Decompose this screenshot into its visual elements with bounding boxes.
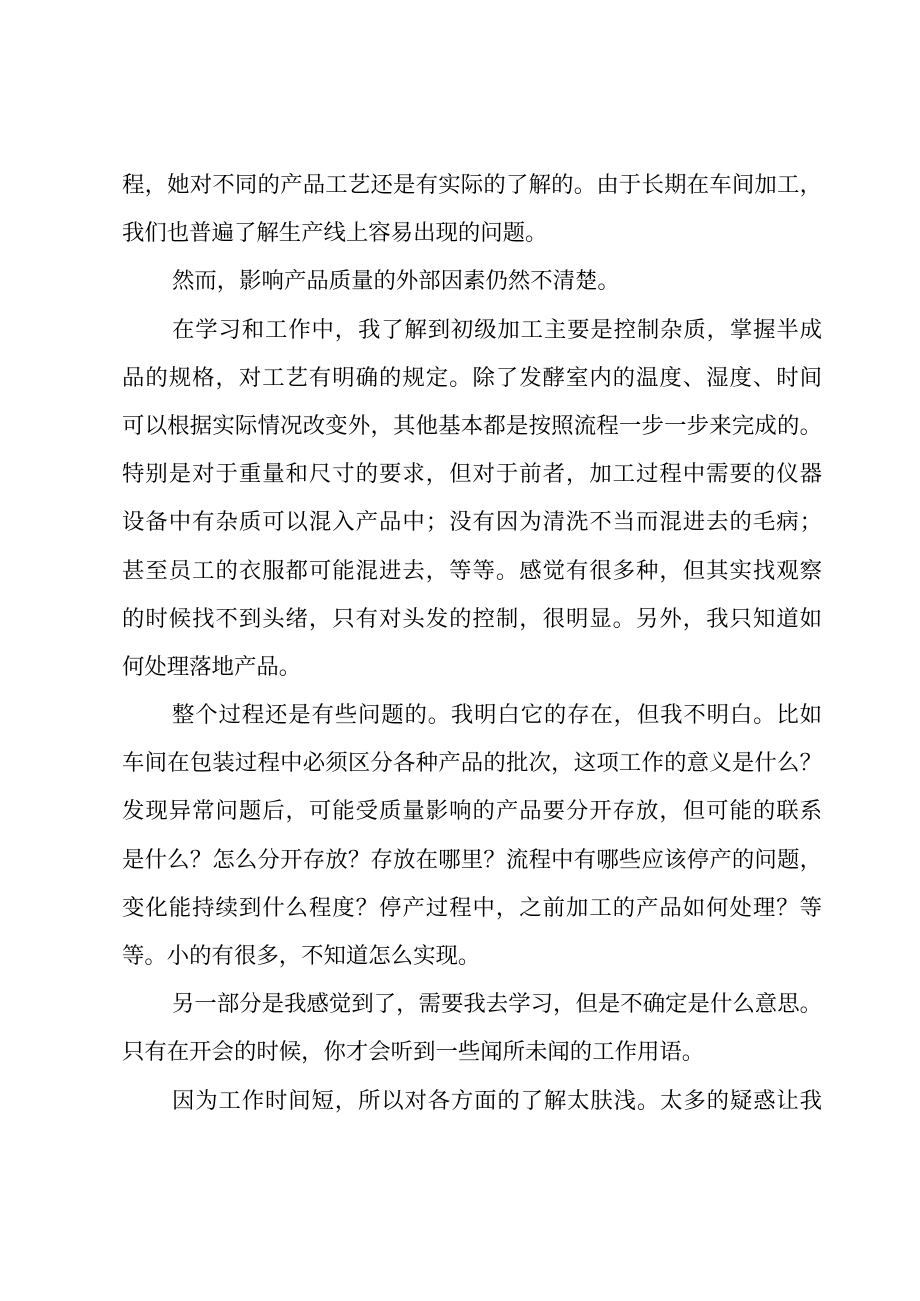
text-line: 的时候找不到头绪，只有对头发的控制，很明显。另外，我只知道如 (122, 605, 822, 632)
text-line: 因为工作时间短，所以对各方面的了解太肤浅。太多的疑惑让我 (172, 1087, 822, 1114)
text-line: 变化能持续到什么程度？停产过程中，之前加工的产品如何处理？等 (122, 894, 822, 921)
text-line: 品的规格，对工艺有明确的规定。除了发酵室内的温度、湿度、时间 (122, 364, 822, 391)
text-line: 车间在包装过程中必须区分各种产品的批次，这项工作的意义是什么？ (122, 750, 822, 777)
text-line: 特别是对于重量和尺寸的要求，但对于前者，加工过程中需要的仪器 (122, 461, 822, 488)
text-line: 是什么？怎么分开存放？存放在哪里？流程中有哪些应该停产的问题， (122, 846, 822, 873)
paragraph (122, 161, 822, 257)
text-line: 然而，影响产品质量的外部因素仍然不清楚。 (172, 268, 620, 295)
text-line: 何处理落地产品。 (122, 653, 302, 680)
text-line: 只有在开会的时候，你才会听到一些闻所未闻的工作用语。 (122, 1039, 705, 1066)
text-line: 等。小的有很多，不知道怎么实现。 (122, 943, 481, 969)
text-line: 程，她对不同的产品工艺还是有实际的了解的。由于长期在车间加工， (122, 172, 822, 198)
text-line: 甚至员工的衣服都可能混进去，等等。感觉有很多种，但其实找观察 (122, 557, 822, 584)
text-line: 设备中有杂质可以混入产品中；没有因为清洗不当而混进去的毛病； (122, 509, 822, 536)
document-body (122, 161, 822, 1125)
paragraph (122, 980, 822, 1076)
text-line: 发现异常问题后，可能受质量影响的产品要分开存放，但可能的联系 (122, 798, 822, 825)
text-line: 在学习和工作中，我了解到初级加工主要是控制杂质，掌握半成 (172, 316, 822, 343)
text-line: 可以根据实际情况改变外，其他基本都是按照流程一步一步来完成的。 (122, 412, 822, 439)
paragraph (122, 691, 822, 980)
text-line: 我们也普遍了解生产线上容易出现的问题。 (122, 220, 548, 247)
paragraph (122, 306, 822, 692)
text-line: 整个过程还是有些问题的。我明白它的存在，但我不明白。比如 (172, 702, 822, 729)
paragraph (122, 1077, 822, 1125)
text-line: 另一部分是我感觉到了，需要我去学习，但是不确定是什么意思。 (172, 991, 822, 1018)
paragraph (122, 257, 822, 305)
